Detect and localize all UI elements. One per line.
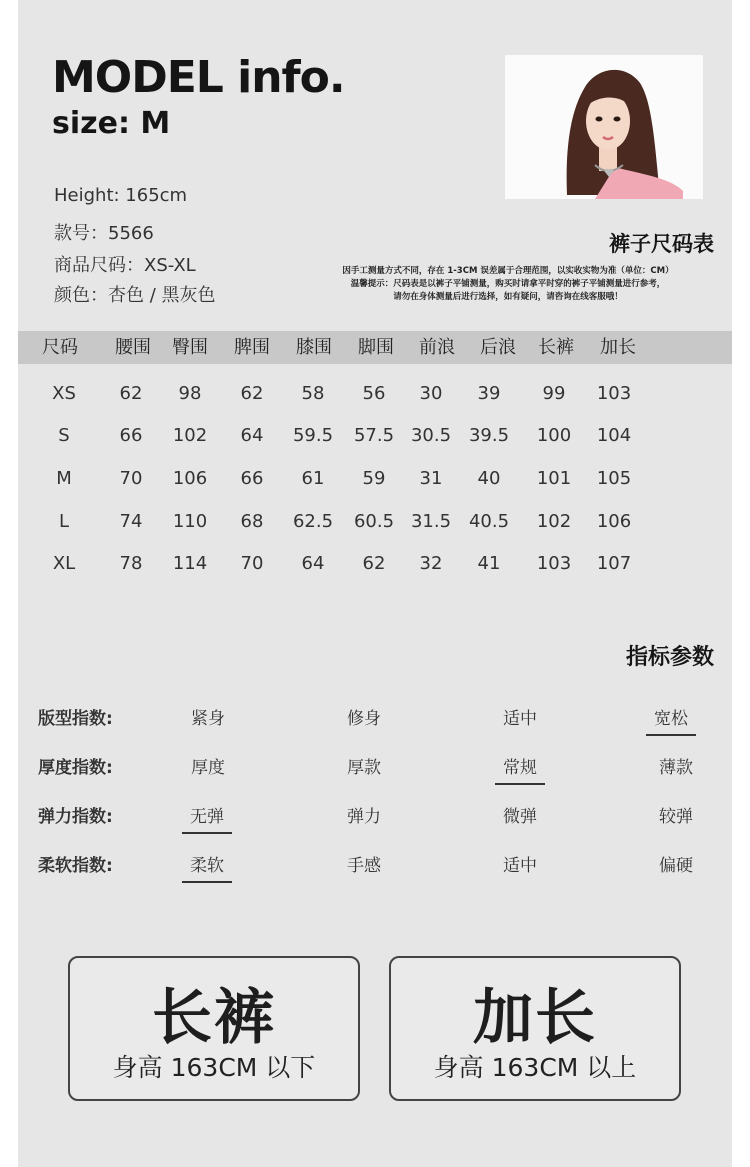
table-cell: 110 — [172, 511, 208, 532]
index-option-selected: 宽松 — [646, 704, 696, 736]
card-subtitle: 身高 163CM 以上 — [433, 1053, 637, 1082]
index-option: 厚度 — [191, 758, 225, 778]
length-card-long — [389, 956, 681, 1101]
model-info-title: MODEL info. — [52, 52, 345, 103]
table-cell: M — [56, 468, 72, 489]
note-line: 因手工测量方式不同，存在 1-3CM 误差属于合理范围，以实收实物为准（单位：CM） — [342, 266, 674, 276]
table-cell: 64 — [301, 553, 325, 574]
table-cell: 107 — [596, 553, 632, 574]
table-cell: 103 — [596, 383, 632, 404]
table-cell: 57.5 — [353, 425, 395, 446]
table-cell: 106 — [596, 511, 632, 532]
column-header: 后浪 — [480, 337, 516, 358]
table-cell: 40.5 — [468, 511, 510, 532]
index-option-selected: 无弹 — [182, 802, 232, 834]
style-number: 款号：5566 — [54, 223, 154, 244]
column-header: 尺码 — [42, 337, 78, 358]
index-label: 弹力指数: — [38, 807, 113, 827]
index-label: 柔软指数: — [38, 856, 113, 876]
table-cell: 102 — [536, 511, 572, 532]
table-cell: 98 — [178, 383, 202, 404]
table-cell: 62 — [240, 383, 264, 404]
table-cell: XL — [52, 553, 76, 574]
table-cell: 62 — [362, 553, 386, 574]
table-cell: 70 — [240, 553, 264, 574]
table-cell: 56 — [362, 383, 386, 404]
table-cell: L — [58, 511, 70, 532]
index-option-selected: 常规 — [495, 753, 545, 785]
index-option: 修身 — [347, 709, 381, 729]
table-cell: 105 — [596, 468, 632, 489]
column-header: 加长 — [600, 337, 636, 358]
note-line: 请勿在身体测量后进行选择，如有疑问，请咨询在线客服哦！ — [393, 292, 623, 302]
table-cell: 39.5 — [468, 425, 510, 446]
table-cell: 103 — [536, 553, 572, 574]
note-line: 温馨提示：尺码表是以裤子平铺测量，购买时请拿平时穿的裤子平铺测量进行参考， — [350, 279, 666, 289]
column-header: 脾围 — [234, 337, 270, 358]
table-cell: 68 — [240, 511, 264, 532]
index-option: 适中 — [503, 856, 537, 876]
table-cell: 106 — [172, 468, 208, 489]
size-chart-heading: 裤子尺码表 — [609, 232, 714, 256]
table-cell: 66 — [240, 468, 264, 489]
table-cell: S — [58, 425, 70, 446]
index-option: 厚款 — [347, 758, 381, 778]
column-header: 膝围 — [296, 337, 332, 358]
table-cell: 104 — [596, 425, 632, 446]
table-cell: 70 — [119, 468, 143, 489]
table-cell: 61 — [301, 468, 325, 489]
column-header: 前浪 — [419, 337, 455, 358]
table-cell: 30.5 — [410, 425, 452, 446]
table-cell: XS — [52, 383, 76, 404]
table-cell: 64 — [240, 425, 264, 446]
table-cell: 31 — [419, 468, 443, 489]
index-option: 弹力 — [347, 807, 381, 827]
column-header: 长裤 — [538, 337, 574, 358]
table-cell: 74 — [119, 511, 143, 532]
table-cell: 39 — [477, 383, 501, 404]
index-option: 微弹 — [503, 807, 537, 827]
index-option: 手感 — [347, 856, 381, 876]
table-cell: 99 — [542, 383, 566, 404]
table-cell: 78 — [119, 553, 143, 574]
table-cell: 62.5 — [292, 511, 334, 532]
index-option-selected: 柔软 — [182, 851, 232, 883]
length-card-regular — [68, 956, 360, 1101]
index-option: 适中 — [503, 709, 537, 729]
index-label: 厚度指数: — [38, 758, 113, 778]
size-chart-notes — [300, 265, 716, 304]
table-cell: 60.5 — [353, 511, 395, 532]
model-size: size: M — [52, 106, 171, 141]
table-cell: 114 — [172, 553, 208, 574]
table-cell: 59 — [362, 468, 386, 489]
column-header: 腰围 — [115, 337, 151, 358]
table-cell: 101 — [536, 468, 572, 489]
card-title: 加长 — [473, 983, 597, 1053]
table-cell: 102 — [172, 425, 208, 446]
colors: 颜色：杏色 / 黑灰色 — [54, 285, 216, 306]
index-label: 版型指数: — [38, 709, 113, 729]
table-cell: 100 — [536, 425, 572, 446]
table-cell: 30 — [419, 383, 443, 404]
index-option: 薄款 — [659, 758, 693, 778]
index-option: 较弹 — [659, 807, 693, 827]
model-photo — [505, 55, 703, 199]
index-option: 偏硬 — [659, 856, 693, 876]
card-title: 长裤 — [152, 983, 276, 1053]
table-cell: 66 — [119, 425, 143, 446]
table-cell: 41 — [477, 553, 501, 574]
index-heading: 指标参数 — [625, 645, 714, 670]
table-cell: 40 — [477, 468, 501, 489]
table-cell: 62 — [119, 383, 143, 404]
table-cell: 32 — [419, 553, 443, 574]
card-subtitle: 身高 163CM 以下 — [112, 1053, 316, 1082]
column-header: 脚围 — [358, 337, 394, 358]
table-cell: 31.5 — [410, 511, 452, 532]
table-cell: 59.5 — [292, 425, 334, 446]
model-height: Height: 165cm — [54, 185, 188, 206]
index-option: 紧身 — [191, 709, 225, 729]
size-range: 商品尺码：XS-XL — [54, 255, 196, 276]
table-cell: 58 — [301, 383, 325, 404]
column-header: 臀围 — [172, 337, 208, 358]
